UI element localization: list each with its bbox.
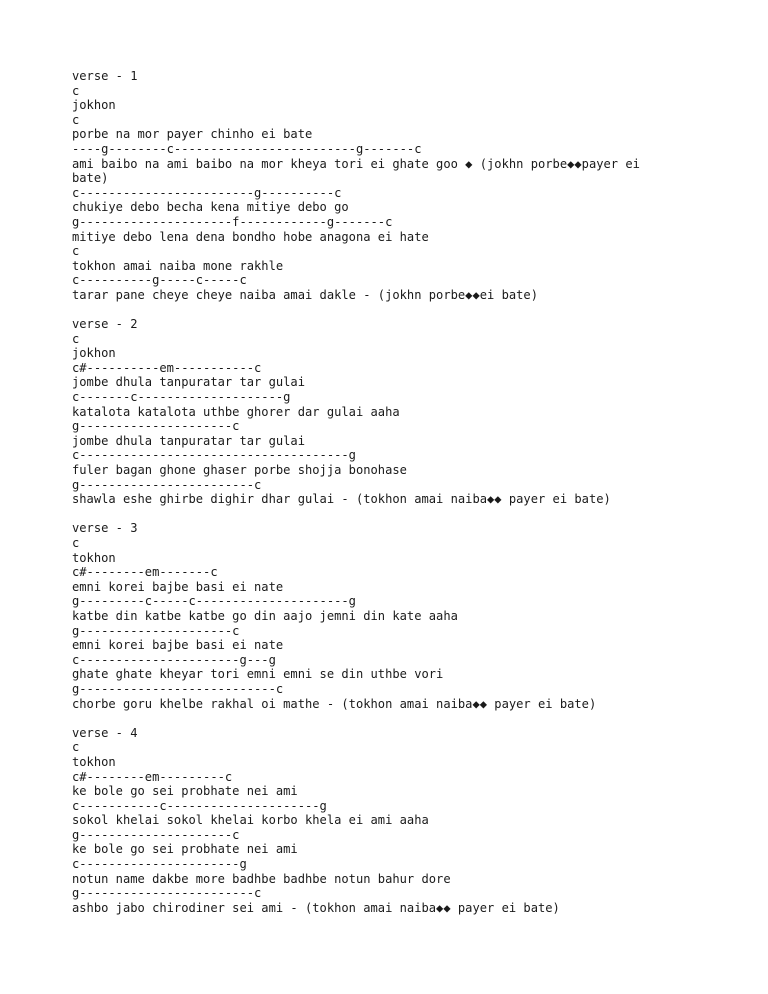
chord-line: c [72, 740, 80, 755]
chord-line: c-------------------------------------g [72, 448, 356, 463]
chord-line: g------------------------c [72, 477, 262, 492]
chord-line: c----------g-----c-----c [72, 273, 247, 288]
verse-2 [72, 317, 672, 507]
verse-1 [72, 69, 672, 303]
chord-line: g---------------------c [72, 419, 240, 434]
lyric-line: ke bole go sei probhate nei ami [72, 842, 298, 857]
chord-line: c [72, 536, 80, 550]
lyric-line: porbe na mor payer chinho ei bate [72, 127, 313, 142]
lyric-line: emni korei bajbe basi ei nate [72, 579, 284, 594]
chord-line: c----------------------g [72, 857, 247, 872]
chord-line: c-----------c---------------------g [72, 798, 327, 813]
lyric-line: fuler bagan ghone ghaser porbe shojja bonohase [72, 463, 407, 478]
chord-line: g------------------------c [72, 886, 262, 901]
chord-line: g---------c-----c---------------------g [72, 594, 356, 609]
chord-line: g---------------------------c [72, 681, 284, 696]
lyric-line: ami baibo na ami baibo na mor kheya tori ei ghate goo ◆ (jokhn porbe◆◆payer ei bate) [72, 156, 648, 186]
chord-sheet [72, 69, 672, 930]
verse-3 [72, 521, 672, 711]
verse-heading: verse - 2 [72, 317, 138, 332]
lyric-line: chukiye debo becha kena mitiye debo go [72, 200, 349, 215]
lyric-line: jombe dhula tanpuratar tar gulai [72, 433, 305, 448]
verse-4 [72, 726, 672, 916]
lyric-line: notun name dakbe more badhbe badhbe notun bahur dore [72, 871, 451, 886]
chord-line: g---------------------c [72, 623, 240, 638]
lyric-line: emni korei bajbe basi ei nate [72, 638, 284, 653]
lyric-line: shawla eshe ghirbe dighir dhar gulai - (tokhon amai naiba◆◆ payer ei bate) [72, 492, 611, 507]
chord-line: ----g--------c-------------------------g-------c [72, 141, 422, 156]
lyric-line: katbe din katbe katbe go din aajo jemni din kate aaha [72, 608, 458, 623]
verse-heading: verse - 3 [72, 521, 138, 536]
chord-line: c#--------em---------c [72, 769, 233, 784]
chord-line: c#--------em-------c [72, 565, 218, 580]
chord-line: c [72, 83, 80, 98]
lyric-line: ashbo jabo chirodiner sei ami - (tokhon amai naiba◆◆ payer ei bate) [72, 900, 560, 915]
lyric-line: jombe dhula tanpuratar tar gulai [72, 375, 305, 390]
lyric-line: tokhon amai naiba mone rakhle [72, 258, 284, 273]
lyric-line: tokhon [72, 550, 116, 565]
lyric-line: mitiye debo lena dena bondho hobe anagona ei hate [72, 229, 429, 244]
lyric-line: katalota katalota uthbe ghorer dar gulai aaha [72, 404, 400, 419]
chord-line: c----------------------g---g [72, 652, 276, 667]
lyric-line: ke bole go sei probhate nei ami [72, 784, 298, 799]
chord-line: c [72, 244, 80, 259]
chord-line: c------------------------g----------c [72, 185, 342, 200]
chord-line: g---------------------c [72, 827, 240, 842]
lyric-line: chorbe goru khelbe rakhal oi mathe - (tokhon amai naiba◆◆ payer ei bate) [72, 696, 597, 711]
lyric-line: ghate ghate kheyar tori emni emni se din uthbe vori [72, 667, 444, 682]
verse-heading: verse - 4 [72, 725, 138, 740]
chord-line: c#----------em-----------c [72, 360, 262, 375]
chord-line: c [72, 112, 80, 127]
lyric-line: jokhon [72, 346, 116, 361]
chord-line: c [72, 331, 80, 346]
chord-line: g---------------------f------------g-------c [72, 214, 393, 229]
lyric-line: jokhon [72, 98, 116, 113]
chord-line: c-------c--------------------g [72, 390, 291, 405]
verse-heading: verse - 1 [72, 69, 138, 83]
lyric-line: sokol khelai sokol khelai korbo khela ei ami aaha [72, 813, 429, 828]
lyric-line: tokhon [72, 754, 116, 769]
lyric-line: tarar pane cheye cheye naiba amai dakle - (jokhn porbe◆◆ei bate) [72, 287, 538, 302]
